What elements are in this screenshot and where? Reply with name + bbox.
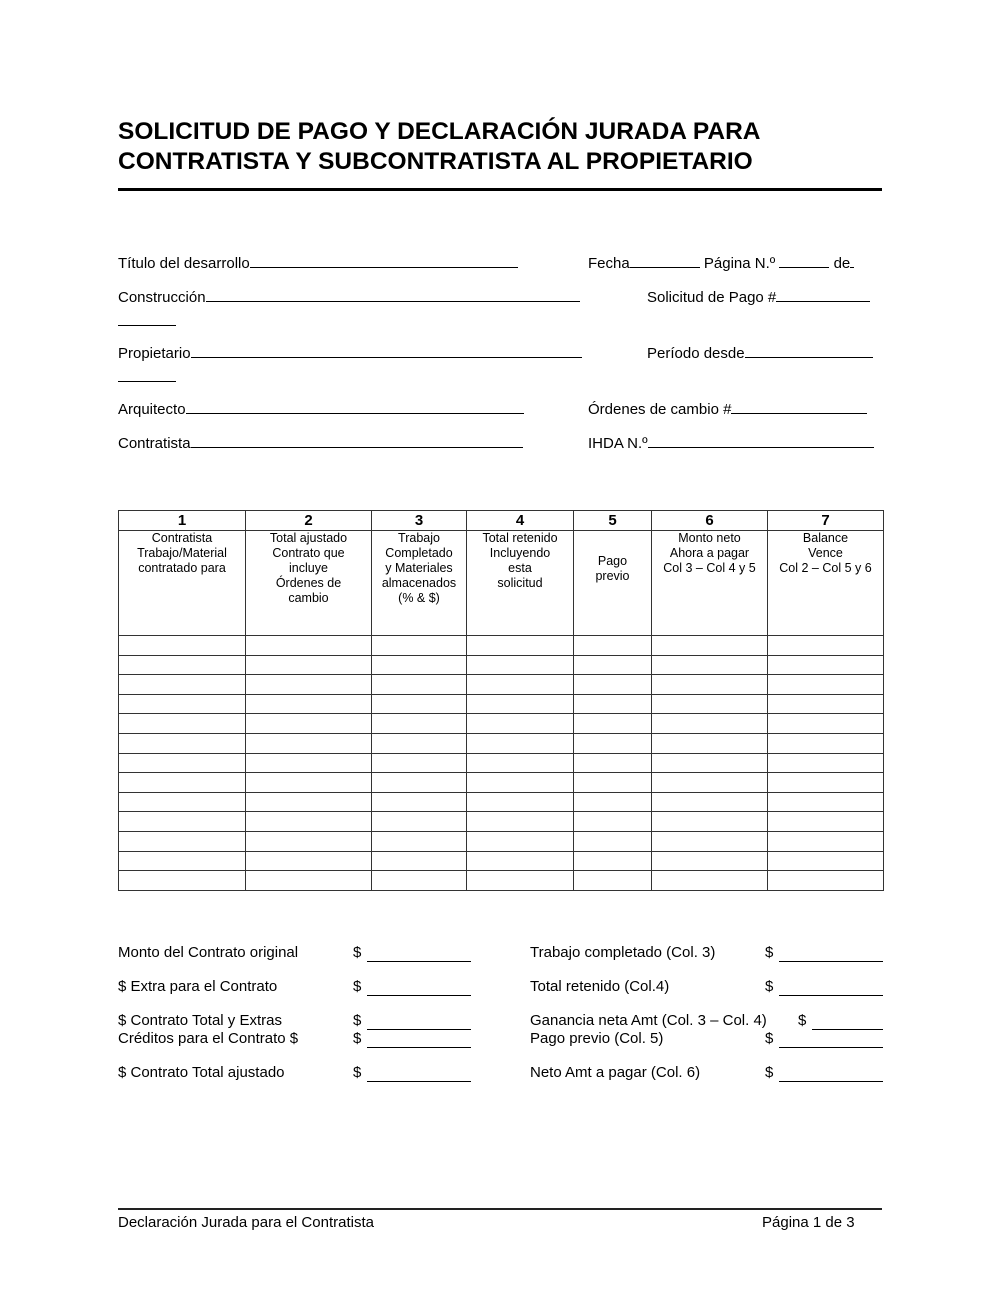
table-row: [119, 773, 884, 793]
table-cell[interactable]: [467, 714, 574, 734]
column-number: 2: [246, 511, 372, 531]
table-cell[interactable]: [246, 714, 372, 734]
header-line: Ahora a pagar: [669, 546, 750, 560]
header-line: Incluyendo: [489, 546, 551, 560]
field-fecha-pagina: [588, 253, 854, 273]
field-construccion-continuation: [118, 311, 176, 331]
table-cell[interactable]: [467, 636, 574, 656]
table-cell[interactable]: [119, 812, 246, 832]
input-titulo-desarrollo[interactable]: [250, 253, 518, 268]
label-arquitecto: Arquitecto: [118, 401, 186, 418]
table-cell[interactable]: [574, 851, 652, 871]
header-line: Trabajo: [398, 531, 440, 545]
input-pago-previo[interactable]: [779, 1046, 883, 1048]
field-construccion: [118, 287, 580, 307]
table-cell[interactable]: [652, 812, 768, 832]
table-cell[interactable]: [372, 871, 467, 891]
input-de[interactable]: [850, 253, 854, 268]
table-row: [119, 753, 884, 773]
summary-label-creditos-contrato: Créditos para el Contrato $: [118, 1030, 299, 1047]
table-cell[interactable]: [768, 733, 884, 753]
table-cell[interactable]: [652, 694, 768, 714]
table-cell[interactable]: [574, 792, 652, 812]
currency-symbol: $: [353, 1012, 362, 1029]
field-contratista: [118, 433, 523, 453]
label-propietario: Propietario: [118, 345, 191, 362]
table-cell[interactable]: [246, 792, 372, 812]
input-contrato-total-ajustado[interactable]: [367, 1080, 471, 1082]
currency-symbol: $: [765, 1064, 774, 1081]
column-number: 6: [652, 511, 768, 531]
table-cell[interactable]: [119, 655, 246, 675]
input-ordenes-cambio[interactable]: [731, 399, 867, 414]
label-titulo-desarrollo: Título del desarrollo: [118, 255, 250, 272]
summary-label-pago-previo: Pago previo (Col. 5): [530, 1030, 664, 1047]
header-line: Total ajustado: [269, 531, 348, 545]
table-cell[interactable]: [246, 851, 372, 871]
table-cell[interactable]: [574, 733, 652, 753]
field-titulo-desarrollo: [118, 253, 518, 273]
currency-symbol: $: [353, 944, 362, 961]
table-cell[interactable]: [574, 753, 652, 773]
table-cell[interactable]: [119, 714, 246, 734]
currency-symbol: $: [765, 1030, 774, 1047]
table-cell[interactable]: [768, 655, 884, 675]
field-arquitecto: [118, 399, 524, 419]
column-number: 3: [372, 511, 467, 531]
table-cell[interactable]: [372, 714, 467, 734]
table-row: [119, 636, 884, 656]
header-line: Monto neto: [678, 531, 741, 545]
header-line: Balance: [802, 531, 849, 545]
table-cell[interactable]: [574, 694, 652, 714]
table-row: [119, 675, 884, 695]
footer-divider: [118, 1208, 882, 1210]
header-line: Pago: [597, 554, 628, 568]
table-cell[interactable]: [372, 792, 467, 812]
table-cell[interactable]: [467, 851, 574, 871]
table-cell[interactable]: [119, 675, 246, 695]
table-cell[interactable]: [652, 871, 768, 891]
table-cell[interactable]: [372, 655, 467, 675]
label-de: de: [833, 255, 851, 272]
payment-table: [118, 510, 884, 891]
table-cell[interactable]: [574, 773, 652, 793]
summary-label-trabajo-completado: Trabajo completado (Col. 3): [530, 944, 716, 961]
header-line: incluye: [289, 561, 328, 575]
label-fecha: Fecha: [588, 255, 630, 272]
table-cell[interactable]: [372, 773, 467, 793]
header-line: Total retenido: [482, 531, 558, 545]
table-cell[interactable]: [574, 655, 652, 675]
column-number: 1: [119, 511, 246, 531]
header-line: almacenados: [381, 576, 457, 590]
table-row: [119, 655, 884, 675]
table-cell[interactable]: [372, 733, 467, 753]
table-cell[interactable]: [119, 851, 246, 871]
table-cell[interactable]: [467, 792, 574, 812]
column-header-total-retenido: [467, 531, 574, 636]
table-cell[interactable]: [574, 871, 652, 891]
input-construccion-continuation[interactable]: [118, 311, 176, 326]
table-cell[interactable]: [768, 694, 884, 714]
table-cell[interactable]: [246, 733, 372, 753]
header-line: Col 3 – Col 4 y 5: [663, 561, 756, 575]
table-cell[interactable]: [652, 851, 768, 871]
table-cell[interactable]: [246, 831, 372, 851]
table-cell[interactable]: [768, 812, 884, 832]
column-header-row: [119, 531, 884, 636]
table-cell[interactable]: [372, 851, 467, 871]
table-cell[interactable]: [574, 831, 652, 851]
header-line: Vence: [808, 546, 843, 560]
table-cell[interactable]: [119, 831, 246, 851]
title-line-1: SOLICITUD DE PAGO Y DECLARACIÓN JURADA PARA: [118, 118, 761, 145]
field-periodo-desde: [647, 343, 873, 363]
table-cell[interactable]: [246, 871, 372, 891]
table-row: [119, 733, 884, 753]
field-propietario-continuation: [118, 367, 176, 387]
table-cell[interactable]: [652, 773, 768, 793]
column-number: 4: [467, 511, 574, 531]
table-cell[interactable]: [467, 733, 574, 753]
input-contrato-total-extras[interactable]: [367, 1028, 471, 1030]
table-cell[interactable]: [246, 655, 372, 675]
table-cell[interactable]: [652, 675, 768, 695]
title-divider: [118, 188, 882, 191]
label-periodo-desde: Período desde: [647, 345, 745, 362]
summary-label-monto-original: Monto del Contrato original: [118, 944, 299, 961]
table-cell[interactable]: [467, 753, 574, 773]
table-cell[interactable]: [246, 675, 372, 695]
input-ihda-no[interactable]: [648, 433, 874, 448]
table-cell[interactable]: [372, 675, 467, 695]
summary-label-contrato-total-ajustado: $ Contrato Total ajustado: [118, 1064, 285, 1081]
field-solicitud-pago: [647, 287, 870, 307]
table-row: [119, 871, 884, 891]
table-row: [119, 714, 884, 734]
header-line: contratado para: [138, 561, 226, 575]
table-cell[interactable]: [768, 851, 884, 871]
header-line: Órdenes de: [275, 576, 342, 590]
header-line: previo: [595, 569, 630, 583]
column-header-total-ajustado: [246, 531, 372, 636]
table-cell[interactable]: [768, 714, 884, 734]
summary-label-ganancia-neta: Ganancia neta Amt (Col. 3 – Col. 4): [530, 1012, 767, 1029]
table-cell[interactable]: [768, 831, 884, 851]
column-header-trabajo-completado: [372, 531, 467, 636]
input-pagina-no[interactable]: [779, 253, 829, 268]
table-cell[interactable]: [119, 694, 246, 714]
summary-label-extra-contrato: $ Extra para el Contrato: [118, 978, 278, 995]
table-cell[interactable]: [372, 636, 467, 656]
table-cell[interactable]: [372, 753, 467, 773]
label-ordenes-cambio: Órdenes de cambio #: [588, 401, 732, 418]
table-cell[interactable]: [574, 675, 652, 695]
column-header-monto-neto: [652, 531, 768, 636]
table-cell[interactable]: [119, 773, 246, 793]
input-periodo-desde[interactable]: [745, 343, 873, 358]
currency-symbol: $: [765, 944, 774, 961]
table-cell[interactable]: [467, 831, 574, 851]
footer-document-name: Declaración Jurada para el Contratista: [118, 1214, 374, 1231]
input-construccion[interactable]: [206, 287, 580, 302]
label-ihda-no: IHDA N.º: [588, 435, 648, 452]
footer-page-number: Página 1 de 3: [762, 1214, 855, 1231]
table-cell[interactable]: [768, 753, 884, 773]
table-cell[interactable]: [246, 636, 372, 656]
table-row: [119, 851, 884, 871]
input-trabajo-completado[interactable]: [779, 960, 883, 962]
table-cell[interactable]: [574, 636, 652, 656]
summary-label-contrato-total-extras: $ Contrato Total y Extras: [118, 1012, 282, 1029]
header-line: esta: [508, 561, 532, 575]
input-propietario[interactable]: [191, 343, 582, 358]
table-cell[interactable]: [768, 792, 884, 812]
table-cell[interactable]: [246, 753, 372, 773]
page-title: [118, 117, 882, 177]
currency-symbol: $: [353, 978, 362, 995]
field-ordenes-cambio: [588, 399, 867, 419]
input-monto-original[interactable]: [367, 960, 471, 962]
field-ihda-no: [588, 433, 874, 453]
input-fecha[interactable]: [630, 253, 700, 268]
currency-symbol: $: [353, 1030, 362, 1047]
table-cell[interactable]: [119, 733, 246, 753]
table-row: [119, 812, 884, 832]
column-number-row: [119, 511, 884, 531]
table-cell[interactable]: [372, 812, 467, 832]
table-cell[interactable]: [574, 812, 652, 832]
input-arquitecto[interactable]: [186, 399, 524, 414]
table-cell[interactable]: [652, 655, 768, 675]
input-solicitud-pago[interactable]: [776, 287, 870, 302]
input-ganancia-neta[interactable]: [812, 1028, 883, 1030]
header-line: (% & $): [398, 591, 440, 605]
header-line: Trabajo/Material: [137, 546, 227, 560]
column-header-contratista: [119, 531, 246, 636]
header-line: Completado: [385, 546, 453, 560]
table-cell[interactable]: [768, 675, 884, 695]
table-cell[interactable]: [652, 636, 768, 656]
table-cell[interactable]: [768, 636, 884, 656]
label-construccion: Construcción: [118, 289, 206, 306]
table-cell[interactable]: [372, 831, 467, 851]
table-cell[interactable]: [467, 675, 574, 695]
table-cell[interactable]: [372, 694, 467, 714]
field-propietario: [118, 343, 582, 363]
header-line: y Materiales: [385, 561, 453, 575]
table-cell[interactable]: [652, 792, 768, 812]
input-neto-a-pagar[interactable]: [779, 1080, 883, 1082]
table-cell[interactable]: [467, 812, 574, 832]
currency-symbol: $: [765, 978, 774, 995]
summary-label-neto-a-pagar: Neto Amt a pagar (Col. 6): [530, 1064, 701, 1081]
table-row: [119, 694, 884, 714]
input-extra-contrato[interactable]: [367, 994, 471, 996]
table-row: [119, 792, 884, 812]
table-body: [119, 636, 884, 891]
label-solicitud-pago: Solicitud de Pago #: [647, 289, 777, 306]
table-cell[interactable]: [467, 773, 574, 793]
column-header-pago-previo: [574, 531, 652, 636]
table-cell[interactable]: [246, 812, 372, 832]
table-cell[interactable]: [652, 733, 768, 753]
table-cell[interactable]: [768, 871, 884, 891]
table-cell[interactable]: [652, 714, 768, 734]
table-cell[interactable]: [467, 694, 574, 714]
table-cell[interactable]: [119, 871, 246, 891]
input-creditos-contrato[interactable]: [367, 1046, 471, 1048]
column-header-balance: [768, 531, 884, 636]
header-line: Contratista: [151, 531, 213, 545]
column-number: 5: [574, 511, 652, 531]
title-line-2: CONTRATISTA Y SUBCONTRATISTA AL PROPIETARIO: [118, 148, 753, 175]
column-number: 7: [768, 511, 884, 531]
table-row: [119, 831, 884, 851]
table-cell[interactable]: [574, 714, 652, 734]
summary-label-total-retenido: Total retenido (Col.4): [530, 978, 670, 995]
header-line: solicitud: [497, 576, 543, 590]
table-cell[interactable]: [119, 792, 246, 812]
table-cell[interactable]: [652, 753, 768, 773]
input-propietario-continuation[interactable]: [118, 367, 176, 382]
currency-symbol: $: [353, 1064, 362, 1081]
table-cell[interactable]: [467, 871, 574, 891]
table-cell[interactable]: [246, 773, 372, 793]
header-line: cambio: [288, 591, 329, 605]
input-contratista[interactable]: [191, 433, 523, 448]
table-cell[interactable]: [467, 655, 574, 675]
header-line: Col 2 – Col 5 y 6: [779, 561, 872, 575]
table-cell[interactable]: [119, 636, 246, 656]
table-cell[interactable]: [768, 773, 884, 793]
input-total-retenido[interactable]: [779, 994, 883, 996]
currency-symbol: $: [798, 1012, 807, 1029]
label-contratista: Contratista: [118, 435, 191, 452]
table-cell[interactable]: [652, 831, 768, 851]
label-pagina-no: Página N.º: [703, 255, 776, 272]
header-line: Contrato que: [272, 546, 345, 560]
table-cell[interactable]: [246, 694, 372, 714]
table-cell[interactable]: [119, 753, 246, 773]
